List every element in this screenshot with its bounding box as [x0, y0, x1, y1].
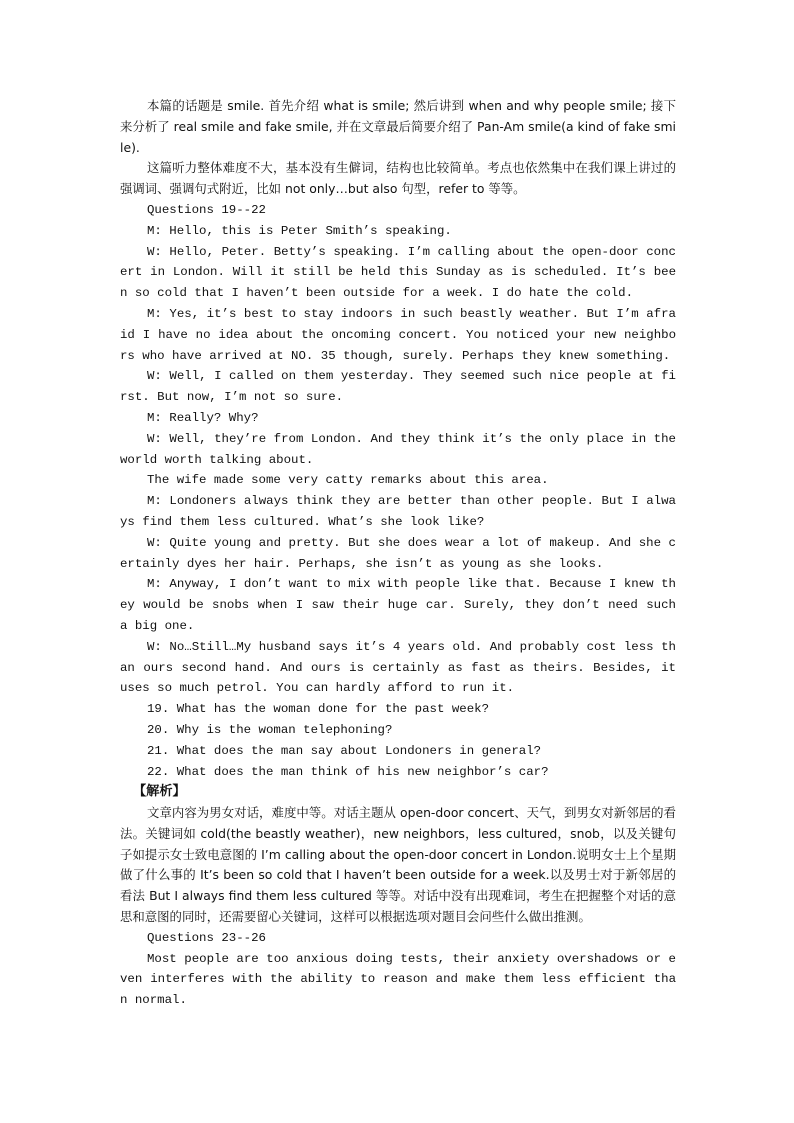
analysis-heading: 【解析】 [133, 784, 186, 800]
dialogue-line: M: Londoners always think they are better than other people. But I always find them less cultured. What’s she look like? [120, 494, 676, 529]
analysis-paragraph: 文章内容为男女对话，难度中等。对话主题从 open-door concert、天气，到男女对新邻居的看法。关键词如 cold(the beastly weather)，new neighbors，less cultured，snob，以及关键句子如提示女士致电意图的 I’m calling about the open-door concert in London.说明女士上个星期做了什么事的 It’s been so cold that I haven’t been outside for a week.以及男士对于新邻居的看法 But I always find them less cultured 等等。对话中没有出现难词，考生在把握整个对话的意思和意图的同时，还需要留心关键词，这样可以根据选项对题目会问些什么做出推测。 [120, 805, 676, 925]
intro-paragraph-1: 本篇的话题是 smile. 首先介绍 what is smile; 然后讲到 when and why people smile; 接下来分析了 real smile and fake smile, 并在文章最后简要介绍了 Pan-Am smile(a kind of fake smile). [120, 98, 676, 155]
dialogue-line: M: Really? Why? [147, 410, 259, 425]
dialogue-line: M: Yes, it’s best to stay indoors in such beastly weather. But I’m afraid I have no idea about the oncoming concert. You noticed your new neighbors who have arrived at NO. 35 though, surely. Perhaps they knew something. [120, 306, 676, 363]
dialogue-line: M: Anyway, I don’t want to mix with people like that. Because I knew they would be snobs when I saw their huge car. Surely, they don’t need such a big one. [120, 577, 676, 633]
dialogue-line: W: Hello, Peter. Betty’s speaking. I’m calling about the open-door concert in London. Will it still be held this Sunday as is scheduled. It’s been so cold that I haven’t been outside for a week. I do hate the cold. [120, 244, 676, 301]
question-22: 22. What does the man think of his new neighbor’s car? [147, 764, 549, 779]
dialogue-line: W: Well, they’re from London. And they think it’s the only place in the world worth talking about. [120, 431, 676, 467]
document-page [120, 96, 676, 1011]
dialogue-line: M: Hello, this is Peter Smith’s speaking. [147, 223, 452, 238]
intro-paragraph-2: 这篇听力整体难度不大，基本没有生僻词，结构也比较简单。考点也依然集中在我们课上讲过的强调词、强调句式附近，比如 not only…but also 句型，refer to 等等。 [120, 160, 676, 197]
dialogue-line: W: Quite young and pretty. But she does wear a lot of makeup. And she certainly dyes her hair. Perhaps, she isn’t as young as she looks. [120, 535, 676, 571]
dialogue-line: W: Well, I called on them yesterday. They seemed such nice people at first. But now, I’m not so sure. [120, 369, 676, 405]
dialogue-line: The wife made some very catty remarks about this area. [147, 473, 549, 488]
dialogue-line: W: No…Still…My husband says it’s 4 years old. And probably cost less than ours second hand. And ours is certainly as fast as theirs. Besides, it uses so much petrol. You can hardly afford to run it. [120, 639, 676, 696]
passage-paragraph-1: Most people are too anxious doing tests, their anxiety overshadows or even interferes with the ability to reason and make them less efficient than normal. [120, 951, 676, 1008]
section-title-23-26: Questions 23--26 [147, 930, 266, 945]
question-20: 20. Why is the woman telephoning? [147, 722, 393, 737]
question-21: 21. What does the man say about Londoners in general? [147, 743, 542, 758]
question-19: 19. What has the woman done for the past week? [147, 702, 490, 717]
section-title-19-22: Questions 19--22 [147, 202, 266, 217]
